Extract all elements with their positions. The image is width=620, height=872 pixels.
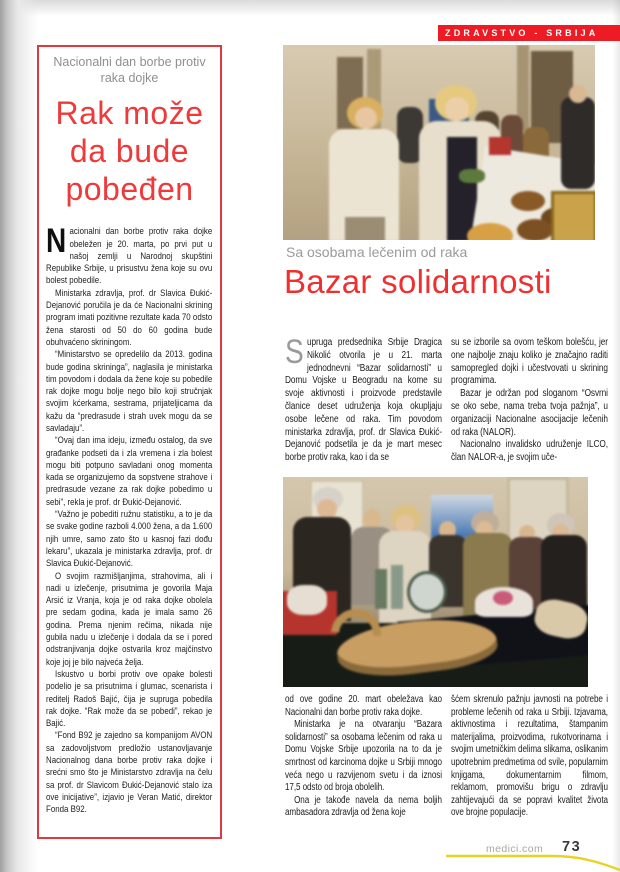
bazaar-photo-2 (283, 477, 588, 687)
magazine-site-label: medici.com (486, 843, 544, 855)
right-article-kicker: Sa osobama lečenim od raka (286, 244, 468, 260)
left-article-kicker: Nacionalni dan borbe protiv raka dojke (53, 55, 206, 85)
paragraph: su se izborile sa ovom teškom bolešću, jer one najbolje znaju koliko je značajno raditi samopregled dojki i učestvovati u skrining programima. (451, 337, 608, 387)
gift-ribbon (287, 585, 327, 615)
left-title-line-3: pobeđen (65, 171, 194, 208)
visitor-figure (561, 97, 595, 189)
paragraph: “Fond B92 je zajedno sa kompanijom AVON sa zadovoljstvom predložio ustanovljavanje Nacionalnog dana borbe protiv raka dojke i srećni smo što je Ministarstvo zdravlja na čelu sa prof. dr Slavicom Đukić-Dejanović stalo iza ove inicijative”, izjavio je Veran Matić, direktor Fonda B92. (46, 730, 213, 816)
paragraph: od ove godine 20. mart obeležava kao Nacionalni dan borbe protiv raka dojke. (285, 694, 442, 718)
right-article-columns-bottom (285, 694, 617, 846)
drop-cap-s: S (285, 337, 304, 371)
paragraph: “Važno je pobediti ružnu statistiku, a to je da se svake godine razboli 4.000 žena, a da 1.600 njih umre, samo zato što u kasnoj fazi dođu lekaru”, ukazala je ministarka zdravlja, prof. dr Slavica Đukić-Dejanović. (46, 509, 213, 570)
woman-skirt (345, 217, 385, 240)
paragraph: Ministarka je na otvaranju “Bazara solidarnosti” sa osobama lečenim od raka u Domu Vojske Srbije upozorila na to da je smrtnost od karcinoma dojke u Srbiji mnogo veća nego u razvijenom svetu i da iznosi 17,5 odsto od broja obolelih. (285, 719, 442, 794)
left-title-line-1: Rak može (55, 95, 204, 132)
left-article-body (46, 222, 213, 816)
column-1-bottom (285, 694, 442, 820)
paragraph: Ministarka zdravlja, prof. dr Slavica Đukić-Dejanović poručila je da će Nacionalni skrining program imati pozitivne rezultate kada 70 odsto žena starosti od 50 do 60 godina bude obuhvaćeno skriningom. (46, 287, 213, 348)
bazaar-photo-1 (283, 45, 595, 240)
paragraph-text: upruga predsednika Srbije Dragica Nikolić otvorila je u 21. marta jednodnevni “Bazar solidarnosti” u Domu Vojske u Beogradu na kome su svoje aktivnosti i proizvode predstavile članice deset udruženja koja okupljaju osobe lečene od raka. Tim povodom ministarka zdravlja, prof. dr Slavica Đukić-Dejanović podsetila je da je mart mesec borbe protiv raka, kao i da se (285, 337, 442, 464)
visitor-face (569, 85, 587, 103)
page-number: 73 (562, 839, 582, 855)
red-box (489, 137, 511, 155)
left-article-title (46, 94, 213, 208)
paragraph: O svojim razmišljanjima, strahovima, ali i nadi u izlečenje, prisutnima je govorila Maja Arsić iz Vranja, koja je od raka dojke obolela pre sedam godina, kada je imala samo 26 godina. Prema njenim rečima, nikada nije gubila nadu u izlečenje i dodala da se i pored odstranjivanja dojke ostvarila kroz majčinstvo koje joj je bilo najveća želja. (46, 570, 213, 668)
page-footer (440, 836, 620, 872)
person-face (317, 499, 337, 519)
paragraph: Nacionalno invalidsko udruženje ILCO, član NALOR-a, je svojim uče- (451, 439, 608, 464)
right-article-title: Bazar solidarnosti (284, 263, 552, 300)
cap-badge-pink (493, 591, 513, 605)
column-2-bottom (451, 694, 608, 820)
paragraph: Ona je takođe navela da nema boljih ambasadora zdravlja od žena koje (285, 794, 442, 819)
left-title-line-2: da bude (69, 133, 190, 170)
gilt-frame (551, 191, 595, 240)
paragraph: “Ministarstvo se opredelilo da 2013. godina bude godina skrininga”, naglasila je ministarka tim povodom i dodala da žene koje su pobedile rak dojke mogu bolje nego bilo koji stručnjak svojim kćerkama, sestrama, prijateljicama da kažu da “predrasude i strah uvek mogu da se savladaju”. (46, 349, 213, 434)
column-1-top (285, 337, 442, 465)
woman-face (355, 107, 377, 129)
drop-cap-n: N (46, 222, 67, 261)
photo2-scene (283, 477, 588, 687)
left-article-paragraphs (46, 288, 212, 817)
paragraph-text: acionalni dan borbe protiv raka dojke obeležen je 20. marta, po prvi put u našoj zemlji u Narodnoj skupštini Republike Srbije, u prisustvu žena koje su ovu bolest pobedile. (46, 226, 213, 287)
section-banner-label: ZDRAVSTVO - SRBIJA (445, 28, 599, 38)
paragraph (46, 222, 213, 287)
paragraph: Bazar je održan pod sloganom “Osvrni se oko sebe, nama treba tvoja pažnja”, u organizaciji Nacionalne asocijacije lečenih od raka (NALOR). (451, 388, 608, 438)
photo1-scene (283, 45, 595, 240)
decor-bottle (375, 569, 387, 609)
section-banner (438, 25, 620, 41)
paragraph: Iskustvo u borbi protiv ove opake bolesti podelio je sa prisutnima i glumac, scenarista i reditelj Radoš Bajić, čija je supruga pobedila rak dojke. “Rak može da se pobedi”, rekao je Bajić. (46, 668, 213, 730)
right-article-columns-top (285, 337, 617, 478)
paragraph: “Ovaj dan ima ideju, između ostalog, da sve građanke podseti da i zla vremena i zla bolest mogu biti potpuno savladani onog momenta kada se organizujemo da sopstvene strahove i predrasude vezane za rak dojke pobedimo u sebi”, rekla je prof. dr Đukić-Dejanović. (46, 435, 213, 508)
greenery (459, 169, 485, 183)
baked-goods (517, 219, 553, 240)
column-2-top (451, 337, 608, 465)
left-article-box (37, 45, 222, 839)
paragraph: šćem skrenulo pažnju javnosti na potrebe i probleme lečenih od raka u Srbiji. Izjavama, aktivnostima i rezultatima, štampanim materijalima, proizvodima, rukotvorinama i svojim umetničkim delima slikama, oslikanim upotrebnim predmetima od svile, popularnim knjigama, dokumentarnim filmom, reklamom, promovišu brigu o zdravlju zahtijevajući da se popravi kvalitet života ove brojne populacije. (451, 694, 608, 819)
person-face (363, 509, 381, 529)
baked-goods (511, 191, 545, 211)
decor-bottle (391, 565, 403, 609)
woman-face (445, 97, 469, 121)
paragraph (285, 337, 442, 465)
mirror-frame (407, 571, 447, 613)
